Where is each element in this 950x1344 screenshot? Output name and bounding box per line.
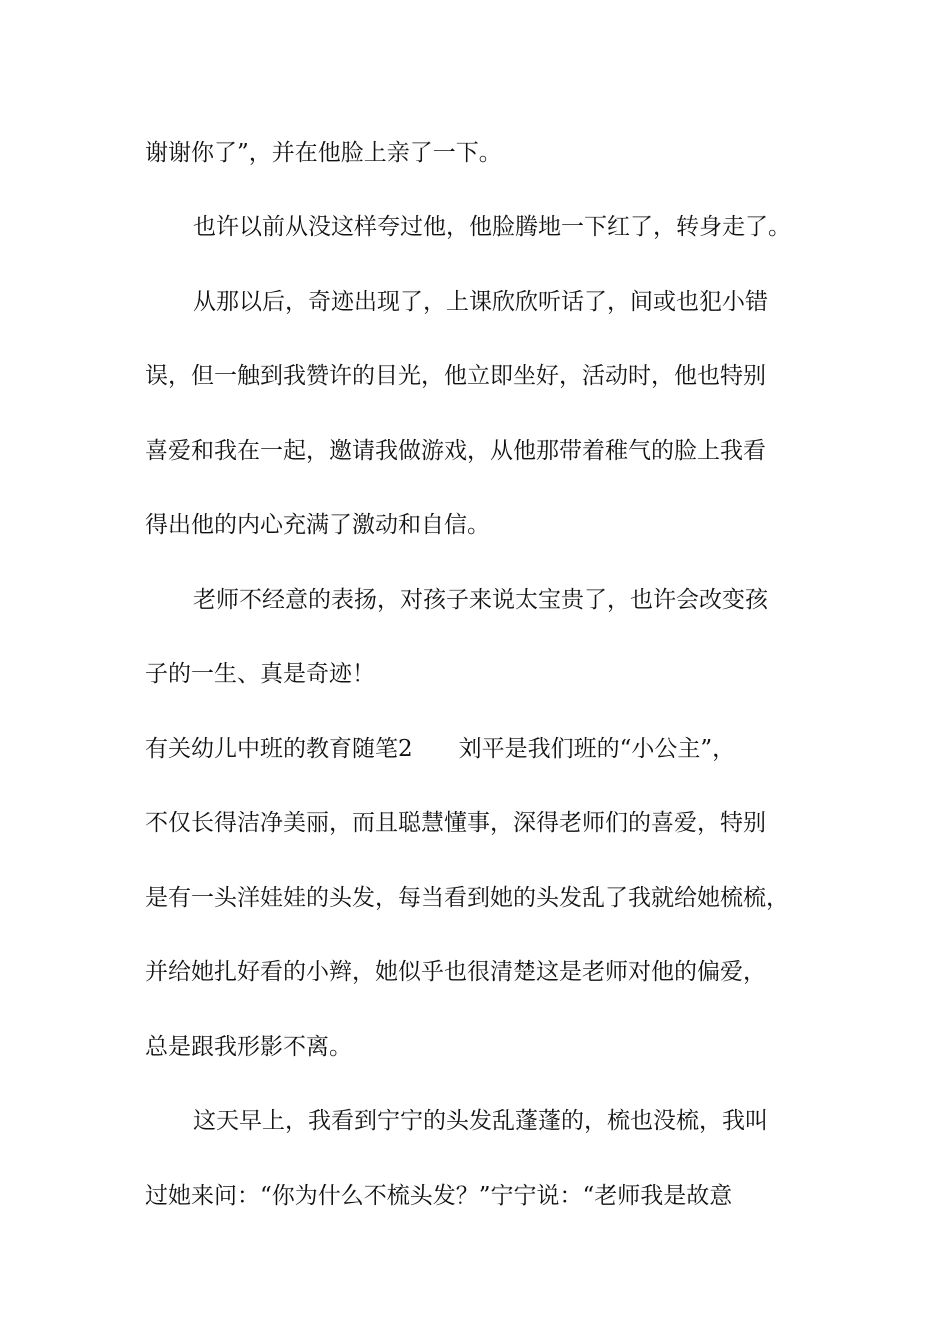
text-line-10: 不仅长得洁净美丽，而且聪慧懂事，深得老师们的喜爱，特别 (145, 810, 766, 836)
text-line-2: 也许以前从没这样夸过他，他脸腾地一下红了，转身走了。 (193, 214, 791, 240)
text-line-11: 是有一头洋娃娃的头发，每当看到她的头发乱了我就给她梳梳， (145, 885, 789, 911)
text-line-6: 得出他的内心充满了激动和自信。 (145, 512, 490, 538)
text-line-7: 老师不经意的表扬，对孩子来说太宝贵了，也许会改变孩 (193, 587, 768, 613)
text-line-12: 并给她扎好看的小辫，她似乎也很清楚这是老师对他的偏爱， (145, 959, 766, 985)
text-line-4: 误，但一触到我赞许的目光，他立即坐好，活动时，他也特别 (145, 363, 766, 389)
text-line-8: 子的一生、真是奇迹！ (145, 661, 375, 687)
text-line-13: 总是跟我形影不离。 (145, 1034, 352, 1060)
text-line-1: 谢谢你了”，并在他脸上亲了一下。 (145, 140, 502, 166)
text-line-5: 喜爱和我在一起，邀请我做游戏，从他那带着稚气的脸上我看 (145, 438, 766, 464)
text-line-14: 这天早上，我看到宁宁的头发乱蓬蓬的，梳也没梳，我叫 (193, 1108, 768, 1134)
text-line-3: 从那以后，奇迹出现了，上课欣欣听话了，间或也犯小错 (193, 289, 768, 315)
text-line-15: 过她来问：“你为什么不梳头发？”宁宁说：“老师我是故意 (145, 1183, 733, 1209)
section-heading-line: 有关幼儿中班的教育随笔2 刘平是我们班的“小公主”， (145, 736, 736, 762)
